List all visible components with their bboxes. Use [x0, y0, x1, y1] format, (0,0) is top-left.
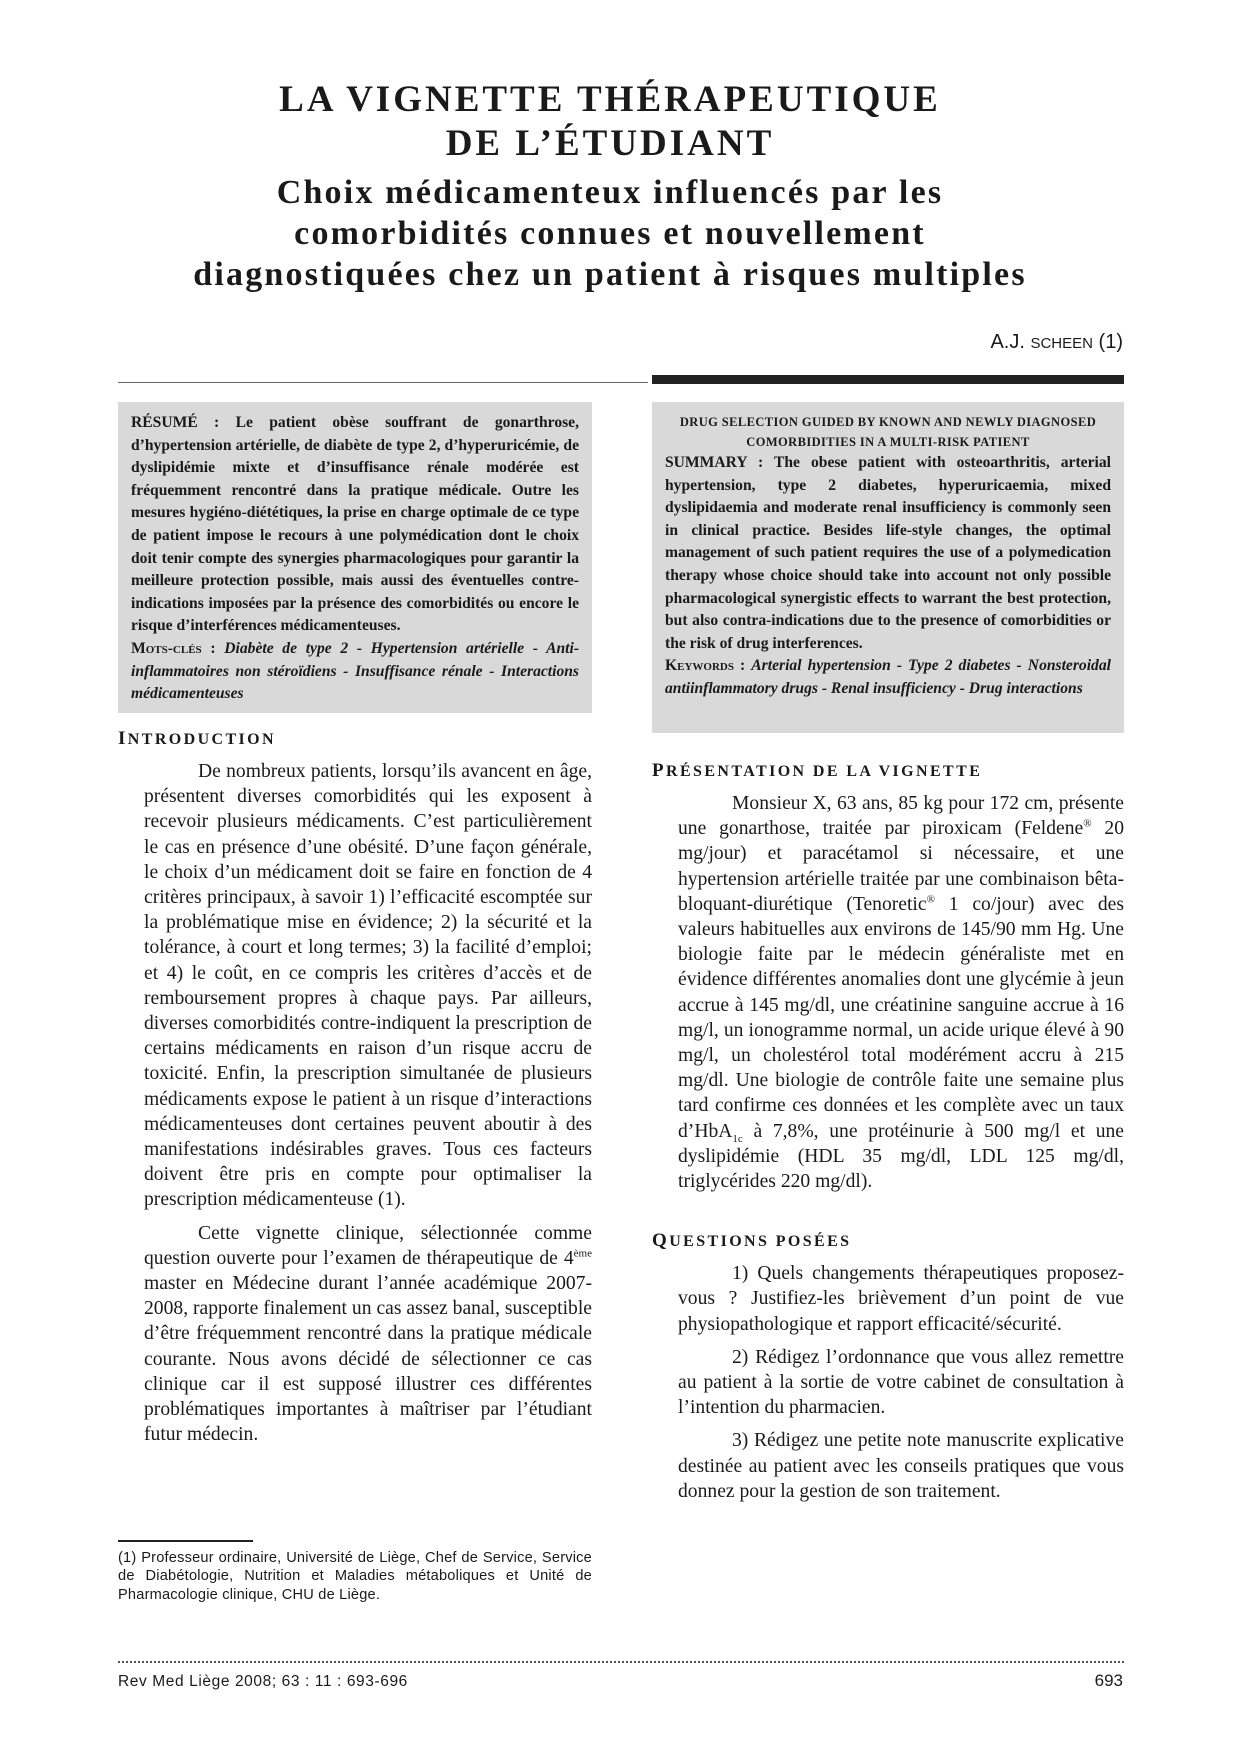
abstract-fr-text: Le patient obèse souffrant de gonarthrose, d’hypertension artérielle, de diabète de type 2, d’hyperuricémie, de dyslipidémie mixte et d’insuffisance rénale modérée est fréquemment rencontré dans la pratique médicale. Outre les mesures hygiéno-diététiques, la prise en charge optimale de ce type de patient impose le recours à une polymédication dont le choix doit tenir compte des synergies pharmacologiques pour garantir la meilleure protection possible, mais aussi des éventuelles contre-indications imposées par la présence des comorbidités ou encore le risque d’interférences médicamenteuses. — [131, 414, 579, 635]
abstract-en-label: SUMMARY : — [665, 454, 764, 471]
abstract-english — [652, 402, 1124, 733]
author-line — [990, 331, 1123, 354]
abstract-en-text: The obese patient with osteoarthritis, arterial hypertension, type 2 diabetes, hyperuricaemia, mixed dyslipidaemia and moderate renal insufficiency is commonly seen in clinical practice. Besides life-style changes, the optimal management of such patient requires the use of a polymedication therapy whose choice should take into account not only possible pharmacological synergistic effects to warrant the best protection, but also contra-indications due to the presence of comorbidities or the risk of drug interferences. — [665, 454, 1111, 652]
right-column — [652, 760, 1124, 1512]
page-number: 693 — [1094, 1671, 1123, 1690]
main-title: LA VIGNETTE THÉRAPEUTIQUE DE L’ÉTUDIANT — [279, 79, 941, 164]
abstract-en-title: DRUG SELECTION GUIDED BY KNOWN AND NEWLY DIAGNOSED COMORBIDITIES IN A MULTI-RISK PATIENT — [679, 415, 1097, 449]
title-block — [110, 78, 1110, 295]
abstract-french — [118, 402, 592, 713]
presentation-paragraph: Monsieur X, 63 ans, 85 kg pour 172 cm, présente une gonarthose, traitée par piroxicam (Feldene® 20 mg/jour) et paracétamol si nécessaire, et une hypertension artérielle traitée par une combinaison bêta-bloquant-diurétique (Tenoretic® 1 co/jour) avec des valeurs habituelles aux environs de 145/90 mm Hg. Une biologie faite par le médecin généraliste met en évidence différentes anomalies dont une glycémie à jeun accrue à 145 mg/dl, une créatinine sanguine accrue à 16 mg/l, un ionogramme normal, un acide urique élevé à 90 mg/l, un cholestérol total modérément accru à 215 mg/dl. Une biologie de contrôle faite une semaine plus tard confirme ces données et les complète avec un taux d’HbA$_{1c}$ à 7,8%, une protéinurie à 500 mg/l et une dyslipidémie (HDL 35 mg/dl, LDL 125 mg/dl, triglycérides 220 mg/dl). — [678, 793, 1124, 1193]
article-subtitle: Choix médicamenteux influencés par les comorbidités connues et nouvellement diagnostiquées chez un patient à risques multiples — [193, 174, 1027, 293]
footnote-rule — [118, 1540, 253, 1542]
journal-citation: Rev Med Liège 2008; 63 : 11 : 693-696 — [118, 1673, 408, 1690]
footer-dotted-rule — [118, 1661, 1124, 1663]
keywords-fr: Diabète de type 2 - Hypertension artérielle - Anti-inflammatoires non stéroïdiens - Insuffisance rénale - Interactions médicamenteuses — [131, 639, 580, 703]
question-2: 2) Rédigez l’ordonnance que vous allez remettre au patient à la sortie de votre cabinet de consultation à l’intention du pharmacien. — [678, 1346, 1124, 1419]
author-ref: (1) — [1098, 331, 1123, 353]
question-1: 1) Quels changements thérapeutiques proposez-vous ? Justifiez-les brièvement d’un point de vue physiopathologique et rapport efficacité/sécurité. — [678, 1263, 1124, 1335]
left-column — [118, 728, 592, 1455]
introduction-paragraph-2: Cette vignette clinique, sélectionnée comme question ouverte pour l’examen de thérapeutique de 4ème master en Médecine durant l’année académique 2007-2008, rapporte finalement un cas assez banal, susceptible d’être fréquemment rencontré dans la pratique médicale courante. Nous avons décidé de sélectionner ce cas clinique car il est supposé illustrer ces différentes problématiques importantes à maîtriser par l’étudiant futur médecin. — [144, 1222, 592, 1446]
header-rule-thin — [118, 382, 648, 383]
header-rule-thick — [652, 375, 1124, 384]
keywords-en: Arterial hypertension - Type 2 diabetes - Nonsteroidal antiinflammatory drugs - Renal insufficiency - Drug interactions — [665, 657, 1111, 697]
introduction-paragraph-1: De nombreux patients, lorsqu’ils avancent en âge, présentent diverses comorbidités qui les exposent à recevoir plusieurs médicaments. C’est particulièrement le cas en présence d’une obésité. D’une façon générale, le choix d’un médicament doit se faire en fonction de 4 critères principaux, à savoir 1) l’efficacité escomptée sur la problématique mise en évidence; 2) la sécurité et la tolérance, à court et long termes; 3) la facilité d’emploi; et 4) le coût, en ce compris les critères d’accès et de remboursement propres à chaque pays. Par ailleurs, diverses comorbidités contre-indiquent la prescription de certains médicaments en raison d’un risque accru de toxicité. Enfin, la prescription simultanée de plusieurs médicaments expose le patient à un risque d’interactions médicamenteuses dont certaines peuvent aboutir à des manifestations indésirables graves. Tous ces facteurs doivent être pris en compte pour optimaliser la prescription médicamenteuse (1). — [144, 761, 592, 1211]
keywords-fr-label: Mots-clés : — [131, 639, 216, 657]
abstract-fr-label: RÉSUMÉ : — [131, 414, 220, 431]
questions-heading: QUESTIONS POSÉES — [652, 1230, 852, 1252]
keywords-en-label: Keywords : — [665, 657, 746, 675]
footnote: (1) Professeur ordinaire, Université de Liège, Chef de Service, Service de Diabétologie, Nutrition et Maladies métaboliques et Unité de Pharmacologie clinique, CHU de Liège. — [118, 1550, 592, 1603]
question-3: 3) Rédigez une petite note manuscrite explicative destinée au patient avec les conseils pratiques que vous donnez pour la gestion de son traitement. — [678, 1430, 1124, 1502]
presentation-heading: PRÉSENTATION DE LA VIGNETTE — [652, 760, 983, 781]
author-initials: A.J. — [990, 331, 1025, 353]
introduction-heading: INTRODUCTION — [118, 728, 276, 749]
author-surname: SCHEEN — [1030, 335, 1093, 352]
